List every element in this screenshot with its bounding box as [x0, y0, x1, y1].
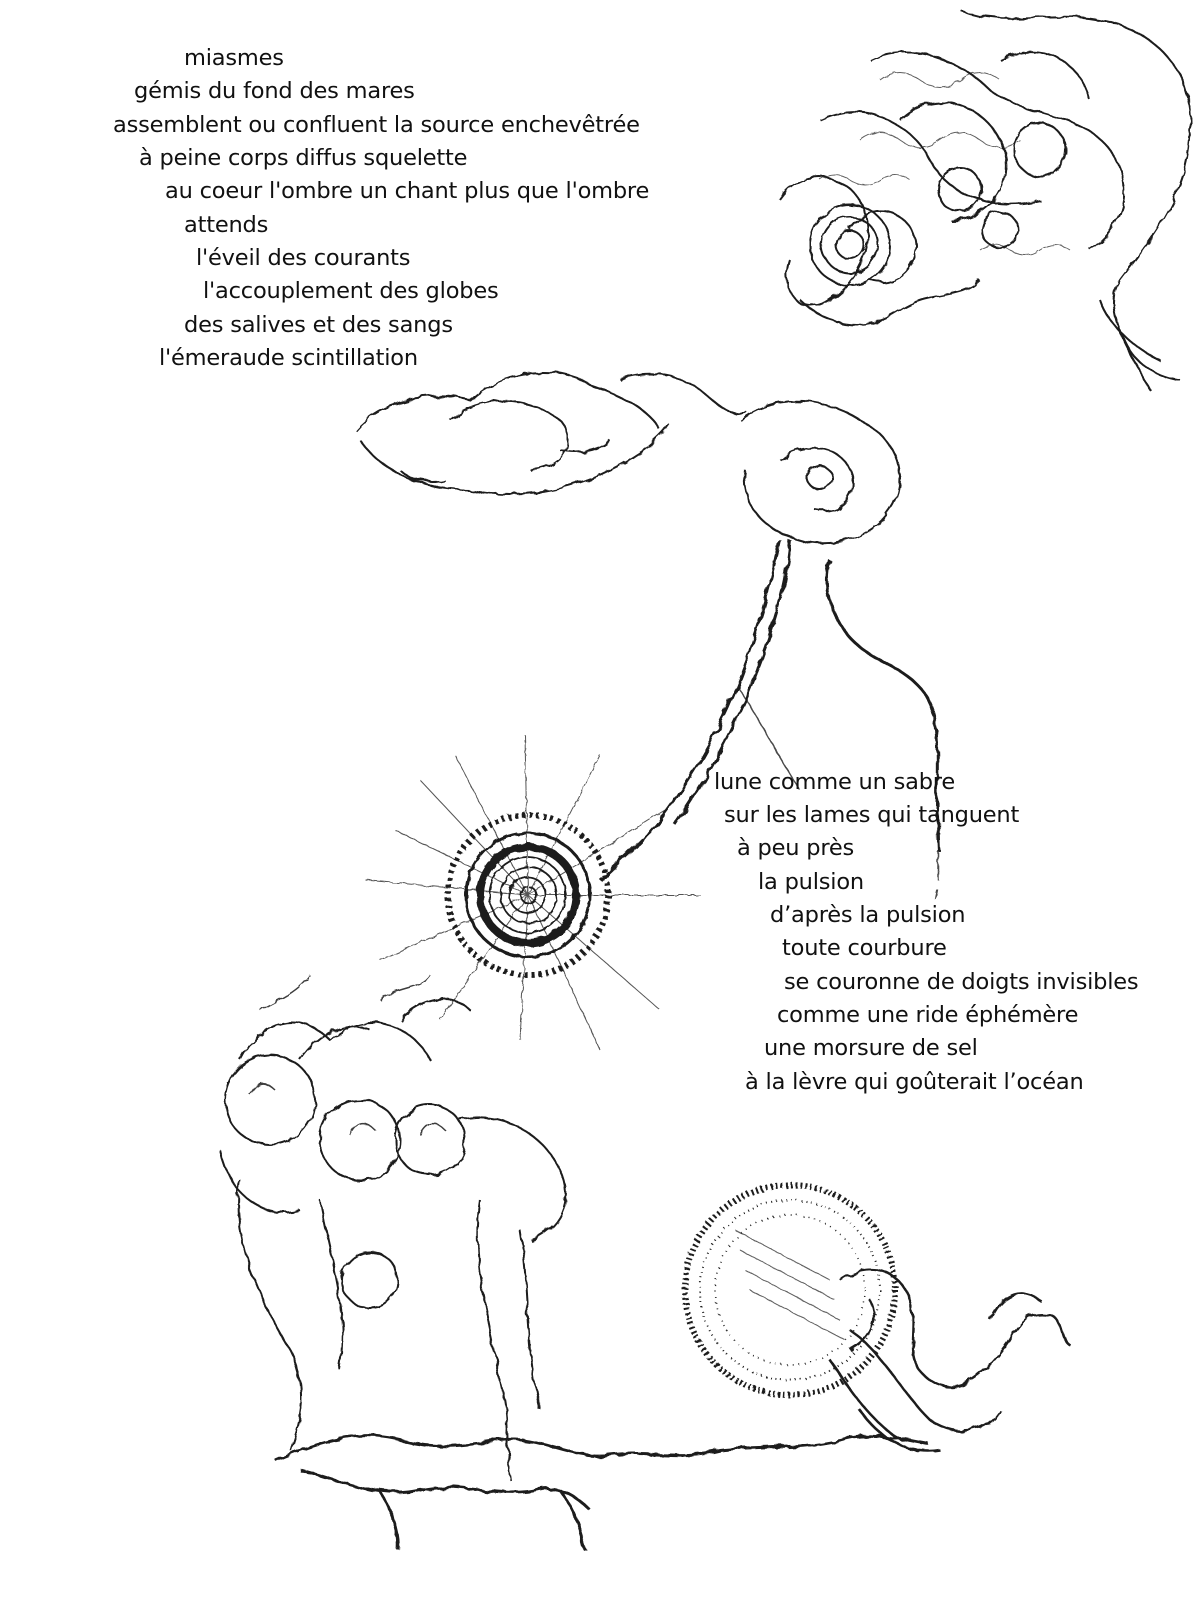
poem-line: une morsure de sel	[764, 1035, 978, 1061]
poem-line: à peu près	[737, 835, 855, 861]
ink-ground-icon	[275, 1436, 930, 1550]
poem-line: à la lèvre qui goûterait l’océan	[745, 1069, 1084, 1095]
poem-line: à peine corps diffus squelette	[139, 145, 468, 171]
ink-creature-icon	[830, 1270, 1070, 1451]
poem-line: lune comme un sabre	[714, 769, 955, 795]
poem-line: comme une ride éphémère	[777, 1002, 1079, 1028]
poem-line: miasmes	[184, 45, 284, 71]
poem-line: l'accouplement des globes	[203, 278, 499, 304]
ink-cloud-top-right-icon	[780, 10, 1191, 390]
poem-line: assemblent ou confluent la source enchevêtrée	[113, 112, 640, 138]
poem-line: attends	[184, 212, 269, 238]
poem-line: des salives et des sangs	[184, 312, 453, 338]
poem-line: l'émeraude scintillation	[159, 345, 418, 371]
poem-line: au coeur l'ombre un chant plus que l'ombre	[165, 178, 650, 204]
poem-line: l'éveil des courants	[196, 245, 411, 271]
poem-line: gémis du fond des mares	[134, 78, 415, 104]
poem-line: la pulsion	[758, 869, 864, 895]
ink-tendril-icon	[600, 540, 938, 880]
poem-line: toute courbure	[782, 935, 947, 961]
ink-globes-icon	[220, 999, 566, 1480]
ink-cloud-middle-icon	[355, 373, 900, 544]
ink-spiral-sun-icon	[365, 735, 700, 1050]
poem-line: se couronne de doigts invisibles	[784, 969, 1139, 995]
ink-moon-disc-icon	[685, 1185, 895, 1395]
poem-line: sur les lames qui tanguent	[724, 802, 1020, 828]
poem-line: d’après la pulsion	[770, 902, 966, 928]
